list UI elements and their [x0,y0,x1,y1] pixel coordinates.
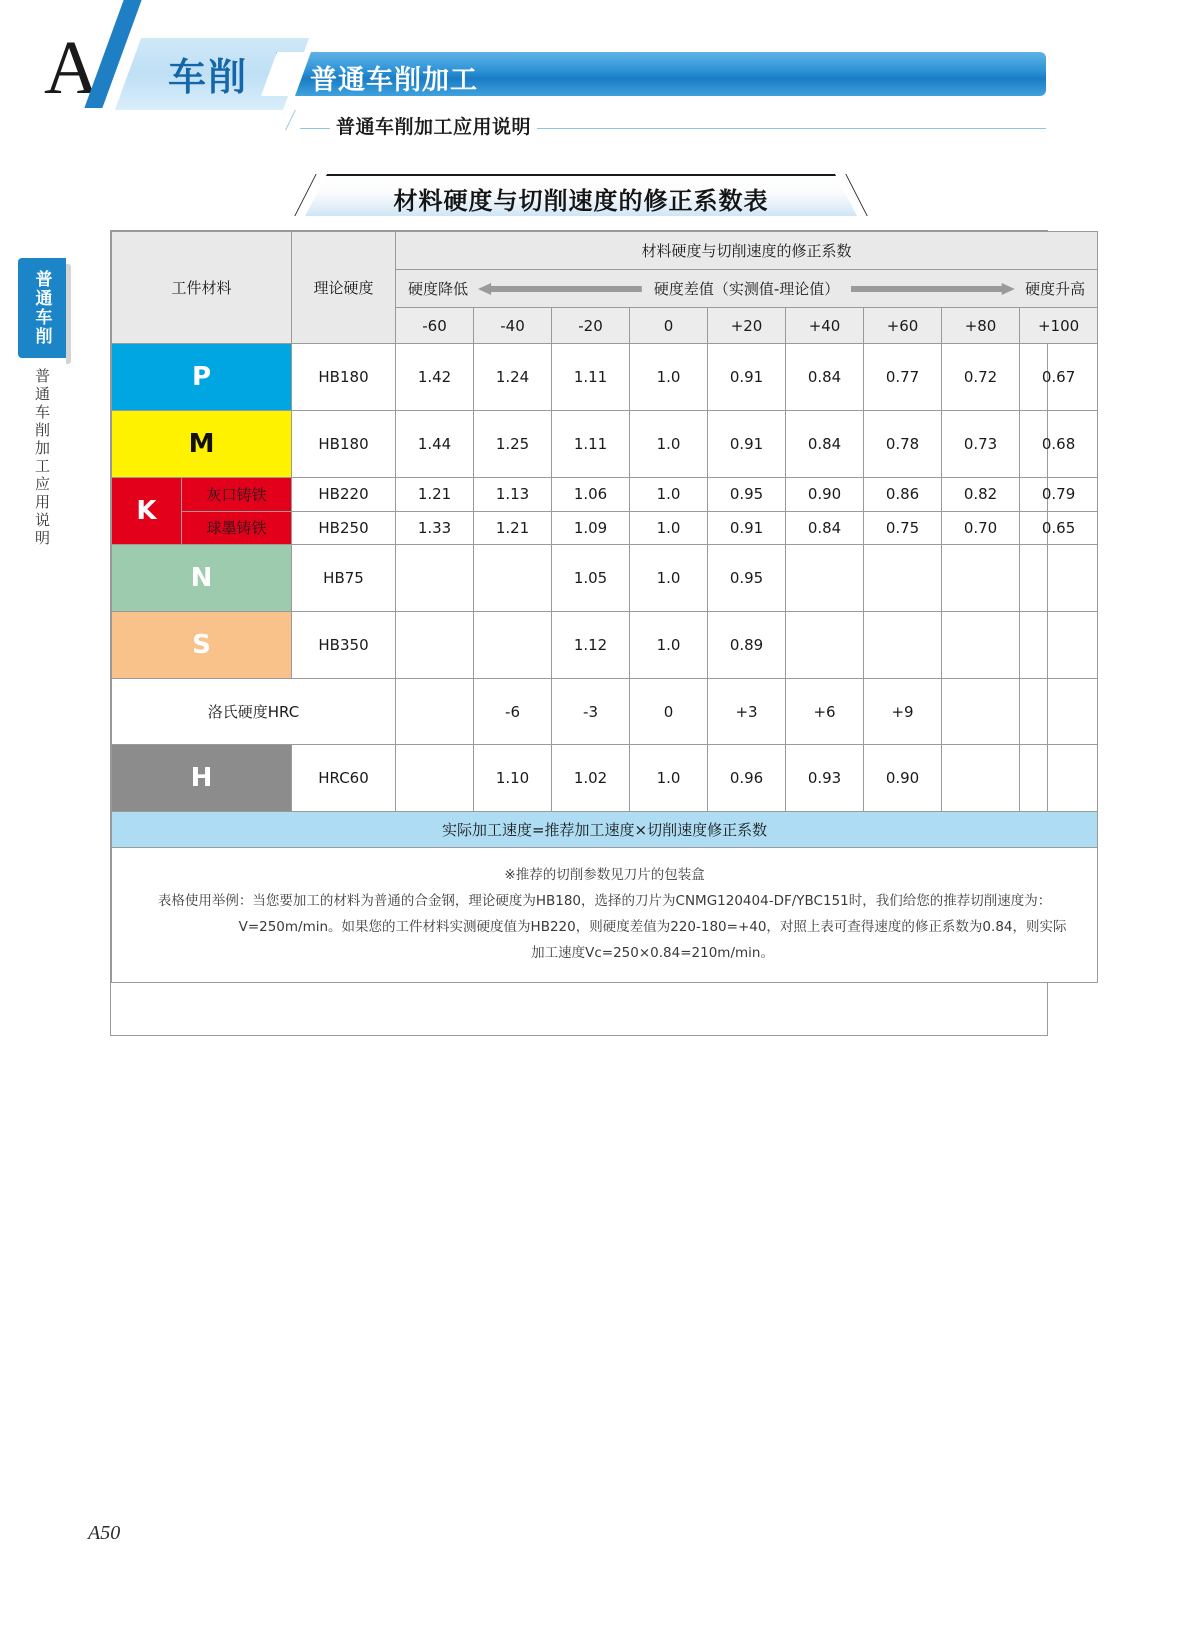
iso-letter-h: H [190,763,213,793]
coef-cell: 1.44 [396,411,474,478]
iso-group-cell-n [112,545,292,612]
coef-cell: 1.0 [630,511,708,545]
coef-cell: 0.75 [864,511,942,545]
coef-cell [474,612,552,679]
material-subtype-gray-cast-iron: 灰口铸铁 [182,478,292,512]
coef-cell: 1.21 [474,511,552,545]
coef-cell: 1.25 [474,411,552,478]
coef-cell: 0.91 [708,344,786,411]
coef-cell: 0.95 [708,478,786,512]
coef-cell [786,545,864,612]
coef-cell: 0.78 [864,411,942,478]
coef-cell: 1.02 [552,745,630,812]
header-delta-p80: +80 [942,308,1020,344]
table-header-row-group [112,232,1098,270]
coef-cell: -6 [474,679,552,745]
header-subtitle-kick [285,110,317,130]
coef-cell: 1.12 [552,612,630,679]
coef-cell: 0.70 [942,511,1020,545]
coef-cell [942,612,1020,679]
coef-cell: 0.82 [942,478,1020,512]
table-row [112,411,1098,478]
coef-cell: 1.11 [552,411,630,478]
coef-cell: 0.91 [708,411,786,478]
sidebar-tab-label: 普通车削 [31,270,52,346]
table-row-hrc-scale [112,679,1098,745]
coef-cell [942,545,1020,612]
coef-cell [396,745,474,812]
iso-group-cell-p [112,344,292,411]
coef-cell: 0.89 [708,612,786,679]
header-delta-p60: +60 [864,308,942,344]
iso-group-cell-h [112,745,292,812]
header-delta-m60: -60 [396,308,474,344]
section-title-text: 材料硬度与切削速度的修正系数表 [393,187,769,215]
coef-cell [396,545,474,612]
section-title-banner [305,174,857,216]
header-delta-arrow-row [396,270,1098,308]
coef-cell [396,679,474,745]
arrow-right-icon [851,283,1015,295]
coef-cell: -3 [552,679,630,745]
note-line-2: 表格使用举例：当您要加工的材料为普通的合金钢，理论硬度为HB180，选择的刀片为CNMG120404-DF/YBC151时，我们给您的推荐切削速度为： [157,893,1052,909]
coef-cell: 0.79 [1020,478,1098,512]
coef-cell: 0.90 [786,478,864,512]
note-line-1: ※推荐的切削参数见刀片的包装盒 [504,867,705,883]
iso-group-cell-s [112,612,292,679]
coef-cell: 0.91 [708,511,786,545]
header-delta-p40: +40 [786,308,864,344]
iso-letter-s: S [192,630,211,660]
notes-block [112,848,1098,983]
section-letter-logo: A [44,26,99,110]
coef-cell: 1.24 [474,344,552,411]
coef-cell: 1.06 [552,478,630,512]
iso-letter-p: P [191,362,212,392]
iso-letter-n: N [190,563,213,593]
coef-cell: 1.0 [630,344,708,411]
coef-cell: 0.90 [864,745,942,812]
sidebar-description: 普通车削加工应用说明 [33,368,51,548]
hardness-cell: HB220 [292,478,396,512]
coefficient-table-frame [110,230,1086,1036]
coef-cell: 1.13 [474,478,552,512]
iso-group-cell-k [112,478,182,545]
table-row-formula [112,812,1098,848]
coef-cell: 0.84 [786,511,864,545]
table-row [112,745,1098,812]
coef-cell [1020,745,1098,812]
coef-cell: 1.0 [630,545,708,612]
header-delta-p100: +100 [1020,308,1098,344]
coef-cell: 1.10 [474,745,552,812]
iso-letter-k: K [136,496,157,526]
coef-cell [786,612,864,679]
coef-cell [474,545,552,612]
coef-cell: 0.84 [786,411,864,478]
hardness-cell: HB180 [292,411,396,478]
header-subtitle: 普通车削加工应用说明 [330,112,537,139]
coef-cell [1020,545,1098,612]
coef-cell: 0.77 [864,344,942,411]
coef-cell: 0.84 [786,344,864,411]
coef-cell [1020,612,1098,679]
coef-cell: 0.96 [708,745,786,812]
table-row [112,478,1098,512]
note-line-3: V=250m/min。如果您的工件材料实测硬度值为HB220，则硬度差值为220-180=+40，对照上表可查得速度的修正系数为0.84，则实际 [238,919,1067,935]
coef-cell: +3 [708,679,786,745]
coef-cell [396,612,474,679]
coef-cell: 1.0 [630,478,708,512]
formula-text: 实际加工速度=推荐加工速度×切削速度修正系数 [112,812,1098,848]
table-row-notes [112,848,1098,983]
table-row [112,511,1098,545]
coef-cell: +9 [864,679,942,745]
hrc-scale-label: 洛氏硬度HRC [112,679,396,745]
coef-cell [942,679,1020,745]
coef-cell: 1.42 [396,344,474,411]
header-hardness-increase-label: 硬度升高 [1025,280,1086,298]
hardness-cell: HB75 [292,545,396,612]
coef-cell: 0.86 [864,478,942,512]
header-delta-0: 0 [630,308,708,344]
table-row [112,612,1098,679]
table-row [112,344,1098,411]
header-delta-m40: -40 [474,308,552,344]
coef-cell: 0.72 [942,344,1020,411]
coef-cell: 1.0 [630,745,708,812]
hardness-cell: HB250 [292,511,396,545]
coef-cell: 0.95 [708,545,786,612]
sidebar-tab-putong-chexiao[interactable] [18,258,66,358]
coef-cell: 0.67 [1020,344,1098,411]
coef-cell: 1.05 [552,545,630,612]
coef-cell [864,545,942,612]
table-row [112,545,1098,612]
header-coefficient-group: 材料硬度与切削速度的修正系数 [396,232,1098,270]
note-line-4: 加工速度Vc=250×0.84=210m/min。 [531,945,774,961]
coef-cell: 0.73 [942,411,1020,478]
hardness-cell: HRC60 [292,745,396,812]
hardness-cell: HB350 [292,612,396,679]
coef-cell: 1.11 [552,344,630,411]
coefficient-table [111,231,1098,983]
arrow-left-icon [478,283,642,295]
coef-cell: 0.65 [1020,511,1098,545]
page-number: A50 [88,1522,121,1544]
coef-cell: +6 [786,679,864,745]
header-category-tab-label: 车削 [168,55,249,99]
header-material: 工件材料 [112,232,292,344]
header-delta-p20: +20 [708,308,786,344]
coef-cell: 1.21 [396,478,474,512]
header-delta-definition: 硬度差值（实测值-理论值） [653,280,840,298]
page-header [0,0,1200,150]
coef-cell: 1.09 [552,511,630,545]
coef-cell: 1.0 [630,612,708,679]
coef-cell: 1.33 [396,511,474,545]
iso-letter-m: M [188,429,215,459]
coef-cell [942,745,1020,812]
header-banner-title: 普通车削加工 [310,65,478,96]
header-theoretical-hardness: 理论硬度 [292,232,396,344]
coef-cell: 0.68 [1020,411,1098,478]
iso-group-cell-m [112,411,292,478]
header-delta-m20: -20 [552,308,630,344]
coef-cell [864,612,942,679]
coef-cell: 1.0 [630,411,708,478]
material-subtype-ductile-iron: 球墨铸铁 [182,511,292,545]
coef-cell [1020,679,1098,745]
sidebar-tab-shadow [66,264,71,364]
coef-cell: 0.93 [786,745,864,812]
hardness-cell: HB180 [292,344,396,411]
header-hardness-decrease-label: 硬度降低 [408,280,469,298]
coef-cell: 0 [630,679,708,745]
